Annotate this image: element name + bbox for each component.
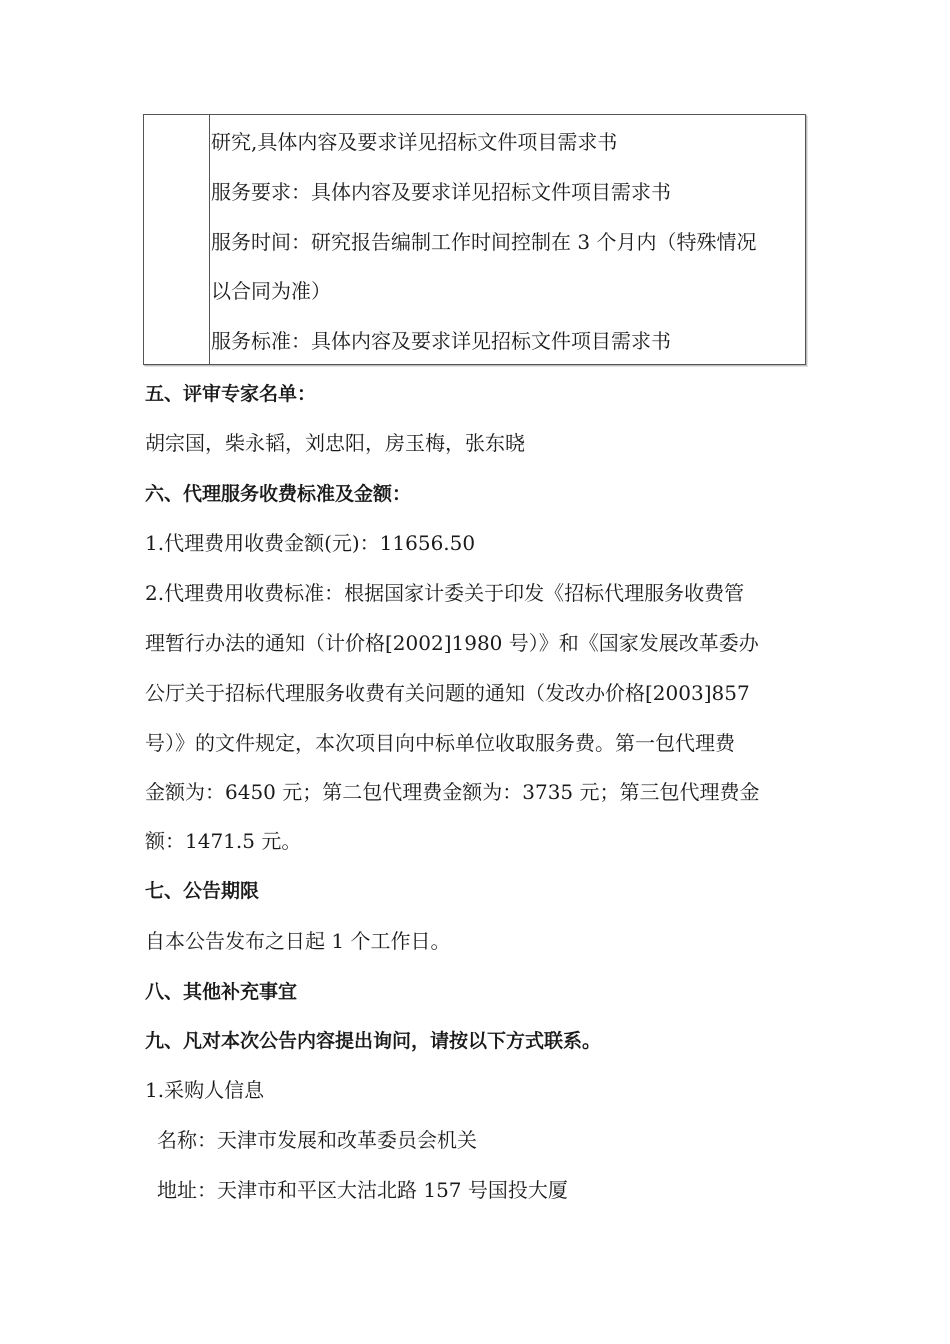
requirements-table <box>143 114 806 365</box>
purchaser-info-label: 1.采购人信息 <box>145 1078 265 1102</box>
fee-standard-line: 公厅关于招标代理服务收费有关问题的通知（发改办价格[2003]857 <box>145 681 750 705</box>
purchaser-address: 地址：天津市和平区大沽北路 157 号国投大厦 <box>157 1178 568 1202</box>
table-line-service-time: 服务时间：研究报告编制工作时间控制在 3 个月内（特殊情况 <box>211 230 757 254</box>
section9-heading: 九、凡对本次公告内容提出询问，请按以下方式联系。 <box>145 1030 602 1052</box>
fee-standard-line: 号）》的文件规定，本次项目向中标单位收取服务费。第一包代理费 <box>145 731 735 755</box>
fee-standard-line: 金额为：6450 元；第二包代理费金额为：3735 元；第三包代理费金 <box>145 780 760 804</box>
section6-heading: 六、代理服务收费标准及金额： <box>145 483 412 505</box>
table-left-column <box>144 115 210 364</box>
table-line-service-standard: 服务标准：具体内容及要求详见招标文件项目需求书 <box>211 329 671 353</box>
section7-heading: 七、公告期限 <box>145 880 260 902</box>
section8-heading: 八、其他补充事宜 <box>145 981 298 1003</box>
purchaser-name: 名称：天津市发展和改革委员会机关 <box>157 1128 477 1152</box>
agency-fee-amount: 1.代理费用收费金额(元)：11656.50 <box>145 531 476 555</box>
fee-standard-line: 理暂行办法的通知（计价格[2002]1980 号）》和《国家发展改革委办 <box>145 631 759 655</box>
fee-standard-line: 2.代理费用收费标准：根据国家计委关于印发《招标代理服务收费管 <box>145 581 745 605</box>
expert-list: 胡宗国，柴永韬，刘忠阳，房玉梅，张东晓 <box>145 431 525 455</box>
table-line-service-requirement: 服务要求：具体内容及要求详见招标文件项目需求书 <box>211 180 671 204</box>
fee-standard-line: 额：1471.5 元。 <box>145 829 302 853</box>
section5-heading: 五、评审专家名单： <box>145 383 317 405</box>
table-line-research: 研究,具体内容及要求详见招标文件项目需求书 <box>211 130 618 154</box>
table-line-service-time-cont: 以合同为准） <box>211 279 331 303</box>
notice-period: 自本公告发布之日起 1 个工作日。 <box>145 929 451 953</box>
